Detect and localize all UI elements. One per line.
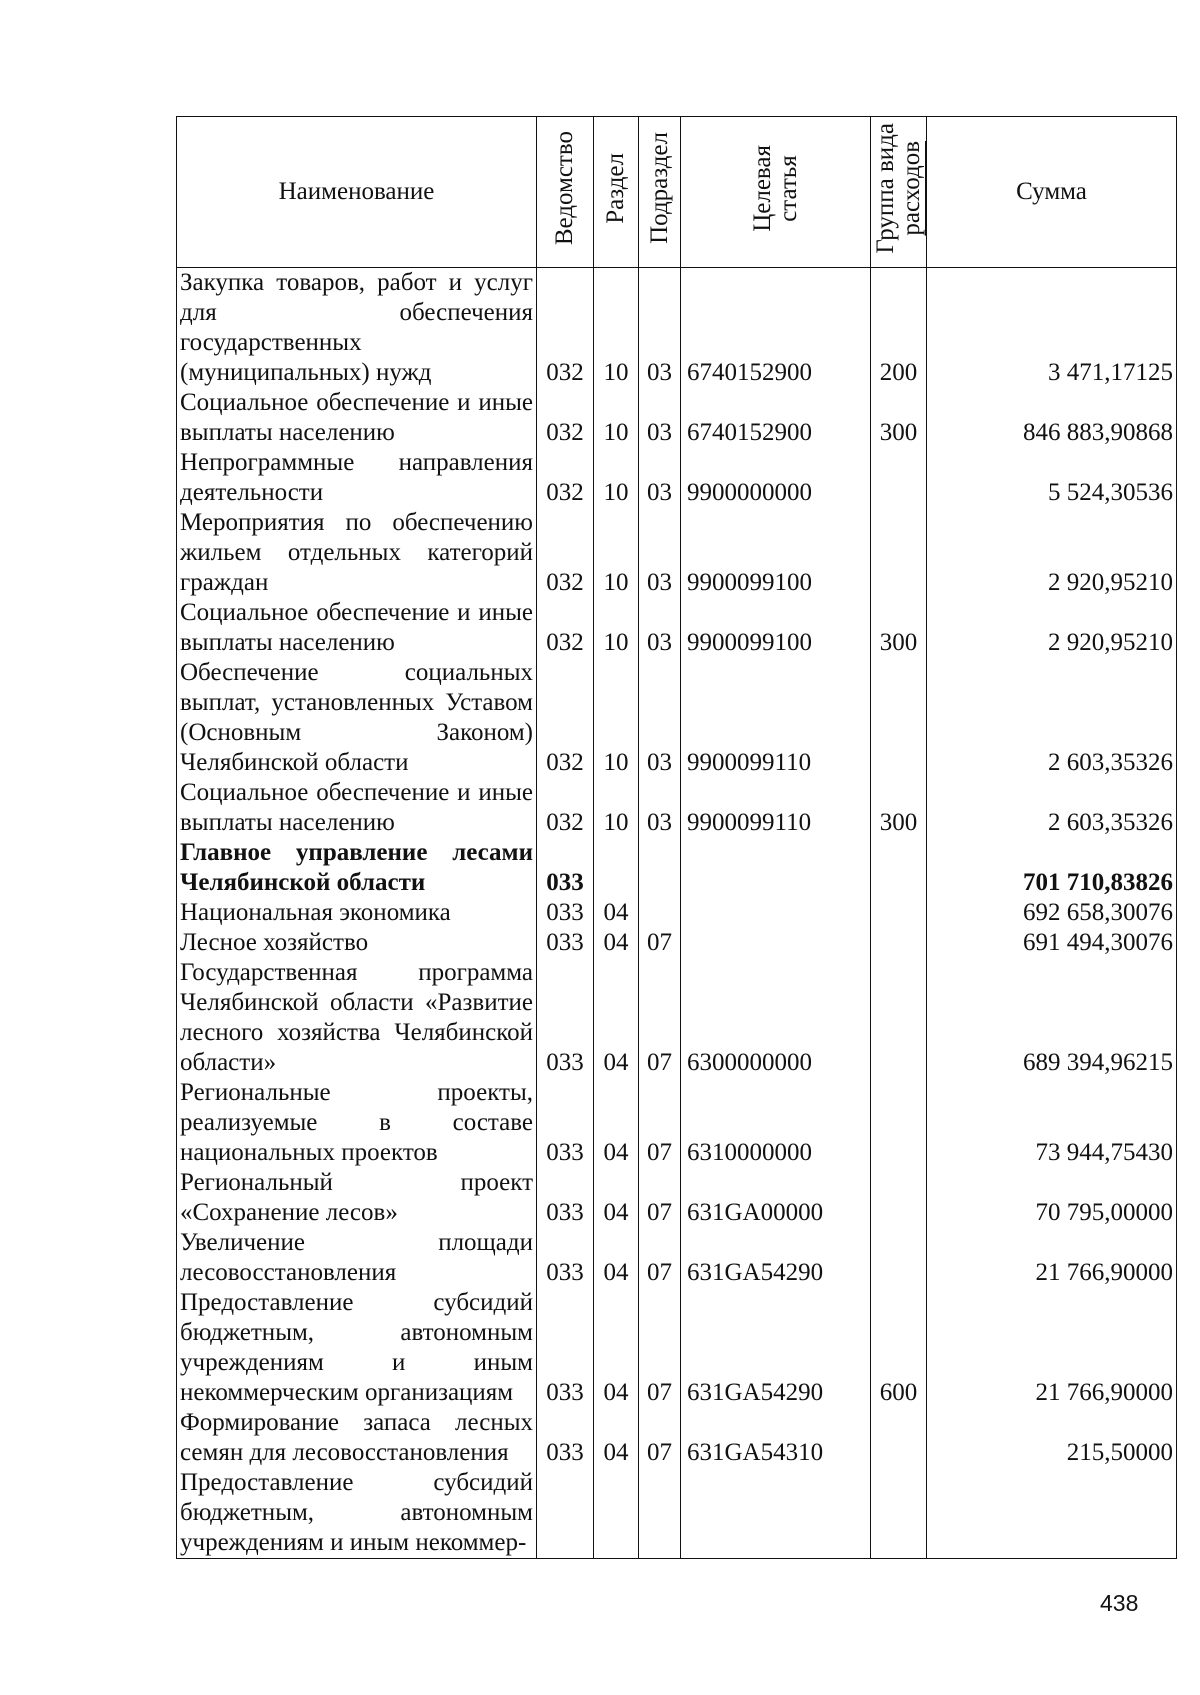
cell-summa: 701 710,83826 <box>927 838 1177 898</box>
cell-gruppa-vida <box>871 898 927 928</box>
cell-razdel: 10 <box>594 778 639 838</box>
cell-summa <box>927 1468 1177 1559</box>
cell-summa: 2 920,95210 <box>927 508 1177 598</box>
cell-summa: 2 920,95210 <box>927 598 1177 658</box>
table-row <box>177 1228 1177 1288</box>
cell-gruppa-vida <box>871 508 927 598</box>
cell-name: Закупка товаров, работ и услуг для обеспечения государственных (муниципальных) нужд <box>177 268 537 389</box>
cell-name: Увеличение площади лесовосстановления <box>177 1228 537 1288</box>
cell-vedomstvo: 033 <box>537 1288 594 1408</box>
cell-name: Главное управление лесами Челябинской области <box>177 838 537 898</box>
cell-celevaya-statya: 6300000000 <box>681 958 871 1078</box>
cell-podrazdel: 07 <box>639 1168 681 1228</box>
cell-podrazdel <box>639 898 681 928</box>
cell-gruppa-vida: 300 <box>871 388 927 448</box>
cell-name: Формирование запаса лесных семян для лесовосстановления <box>177 1408 537 1468</box>
cell-podrazdel: 03 <box>639 448 681 508</box>
cell-podrazdel: 03 <box>639 658 681 778</box>
cell-summa: 21 766,90000 <box>927 1288 1177 1408</box>
cell-name: Лесное хозяйство <box>177 928 537 958</box>
table-row <box>177 388 1177 448</box>
cell-gruppa-vida <box>871 1468 927 1559</box>
cell-summa: 2 603,35326 <box>927 658 1177 778</box>
table-row <box>177 1468 1177 1559</box>
cell-razdel <box>594 1468 639 1559</box>
cell-vedomstvo: 033 <box>537 958 594 1078</box>
cell-vedomstvo: 032 <box>537 598 594 658</box>
cell-podrazdel: 07 <box>639 1078 681 1168</box>
cell-celevaya-statya: 9900099110 <box>681 778 871 838</box>
header-celevaya-line2: статья <box>774 154 802 222</box>
cell-vedomstvo: 033 <box>537 928 594 958</box>
cell-razdel: 04 <box>594 958 639 1078</box>
cell-name: Региональные проекты, реализуемые в составе национальных проектов <box>177 1078 537 1168</box>
cell-summa: 70 795,00000 <box>927 1168 1177 1228</box>
cell-gruppa-vida: 600 <box>871 1288 927 1408</box>
cell-name: Предоставление субсидий бюджетным, автономным учреждениям и иным некоммерческим организациям <box>177 1288 537 1408</box>
cell-razdel: 04 <box>594 928 639 958</box>
cell-summa: 689 394,96215 <box>927 958 1177 1078</box>
cell-gruppa-vida: 300 <box>871 598 927 658</box>
header-gruppa-line1: Группа вида <box>871 122 899 254</box>
header-razdel <box>594 117 639 268</box>
cell-summa: 215,50000 <box>927 1408 1177 1468</box>
cell-podrazdel: 07 <box>639 1288 681 1408</box>
cell-name: Непрограммные направления деятельности <box>177 448 537 508</box>
cell-name: Государственная программа Челябинской области «Развитие лесного хозяйства Челябинской области» <box>177 958 537 1078</box>
header-gruppa-line2: расходов <box>897 140 925 236</box>
header-name: Наименование <box>177 117 537 268</box>
header-podrazdel <box>639 117 681 268</box>
cell-vedomstvo: 032 <box>537 448 594 508</box>
cell-razdel: 04 <box>594 1408 639 1468</box>
cell-razdel: 10 <box>594 508 639 598</box>
table-row <box>177 268 1177 389</box>
cell-podrazdel: 03 <box>639 268 681 389</box>
header-vedomstvo-label: Ведомство <box>551 130 578 246</box>
cell-gruppa-vida <box>871 1228 927 1288</box>
cell-gruppa-vida <box>871 928 927 958</box>
cell-summa: 692 658,30076 <box>927 898 1177 928</box>
header-summa: Сумма <box>927 117 1177 268</box>
cell-vedomstvo: 033 <box>537 1228 594 1288</box>
cell-vedomstvo: 033 <box>537 1168 594 1228</box>
cell-name: Предоставление субсидий бюджетным, автономным учреждениям и иным некоммер- <box>177 1468 537 1559</box>
budget-table <box>176 116 1177 1559</box>
table-row <box>177 1288 1177 1408</box>
cell-celevaya-statya: 9900000000 <box>681 448 871 508</box>
cell-celevaya-statya <box>681 838 871 898</box>
table-row <box>177 1408 1177 1468</box>
cell-vedomstvo <box>537 1468 594 1559</box>
cell-gruppa-vida <box>871 958 927 1078</box>
cell-celevaya-statya: 6740152900 <box>681 388 871 448</box>
table-row <box>177 898 1177 928</box>
cell-celevaya-statya <box>681 898 871 928</box>
cell-name: Национальная экономика <box>177 898 537 928</box>
table-row <box>177 598 1177 658</box>
cell-celevaya-statya: 6310000000 <box>681 1078 871 1168</box>
cell-gruppa-vida: 300 <box>871 778 927 838</box>
table-row <box>177 928 1177 958</box>
header-celevaya-line1: Целевая <box>748 144 776 232</box>
cell-gruppa-vida <box>871 1168 927 1228</box>
cell-summa: 73 944,75430 <box>927 1078 1177 1168</box>
cell-razdel: 04 <box>594 1288 639 1408</box>
cell-razdel: 10 <box>594 658 639 778</box>
cell-celevaya-statya: 631GA54310 <box>681 1408 871 1468</box>
cell-razdel: 10 <box>594 448 639 508</box>
table-row <box>177 838 1177 898</box>
cell-celevaya-statya: 6740152900 <box>681 268 871 389</box>
table-row <box>177 1168 1177 1228</box>
cell-gruppa-vida <box>871 1078 927 1168</box>
cell-razdel: 10 <box>594 268 639 389</box>
table-row <box>177 448 1177 508</box>
cell-vedomstvo: 032 <box>537 658 594 778</box>
cell-name: Региональный проект «Сохранение лесов» <box>177 1168 537 1228</box>
cell-podrazdel: 07 <box>639 1408 681 1468</box>
cell-name: Обеспечение социальных выплат, установленных Уставом (Основным Законом) Челябинской области <box>177 658 537 778</box>
cell-celevaya-statya: 9900099100 <box>681 598 871 658</box>
header-celevaya-statya <box>681 117 871 268</box>
cell-summa: 2 603,35326 <box>927 778 1177 838</box>
cell-vedomstvo: 033 <box>537 898 594 928</box>
cell-razdel: 04 <box>594 898 639 928</box>
table-row <box>177 958 1177 1078</box>
cell-podrazdel: 03 <box>639 598 681 658</box>
cell-podrazdel: 03 <box>639 778 681 838</box>
cell-razdel <box>594 838 639 898</box>
cell-name: Мероприятия по обеспечению жильем отдельных категорий граждан <box>177 508 537 598</box>
cell-razdel: 10 <box>594 388 639 448</box>
header-gruppa-vida <box>871 117 927 268</box>
cell-name: Социальное обеспечение и иные выплаты населению <box>177 598 537 658</box>
cell-vedomstvo: 032 <box>537 508 594 598</box>
cell-razdel: 04 <box>594 1168 639 1228</box>
cell-celevaya-statya <box>681 1468 871 1559</box>
cell-summa: 846 883,90868 <box>927 388 1177 448</box>
table-row <box>177 508 1177 598</box>
cell-vedomstvo: 033 <box>537 1408 594 1468</box>
cell-gruppa-vida <box>871 838 927 898</box>
cell-summa: 3 471,17125 <box>927 268 1177 389</box>
header-razdel-label: Раздел <box>602 152 629 224</box>
cell-razdel: 04 <box>594 1078 639 1168</box>
cell-celevaya-statya: 631GA00000 <box>681 1168 871 1228</box>
table-row <box>177 778 1177 838</box>
cell-name: Социальное обеспечение и иные выплаты населению <box>177 388 537 448</box>
cell-podrazdel <box>639 1468 681 1559</box>
table-body <box>177 268 1177 1559</box>
cell-podrazdel: 07 <box>639 958 681 1078</box>
cell-celevaya-statya: 631GA54290 <box>681 1228 871 1288</box>
cell-celevaya-statya: 631GA54290 <box>681 1288 871 1408</box>
cell-gruppa-vida <box>871 658 927 778</box>
cell-vedomstvo: 033 <box>537 1078 594 1168</box>
cell-summa: 5 524,30536 <box>927 448 1177 508</box>
cell-vedomstvo: 033 <box>537 838 594 898</box>
cell-celevaya-statya <box>681 928 871 958</box>
cell-celevaya-statya: 9900099110 <box>681 658 871 778</box>
table-row <box>177 658 1177 778</box>
cell-name: Социальное обеспечение и иные выплаты населению <box>177 778 537 838</box>
cell-summa: 691 494,30076 <box>927 928 1177 958</box>
header-podrazdel-label: Подраздел <box>645 132 673 244</box>
cell-vedomstvo: 032 <box>537 388 594 448</box>
header-vedomstvo <box>537 117 594 268</box>
cell-podrazdel: 03 <box>639 508 681 598</box>
cell-podrazdel: 07 <box>639 928 681 958</box>
cell-gruppa-vida: 200 <box>871 268 927 389</box>
cell-summa: 21 766,90000 <box>927 1228 1177 1288</box>
cell-podrazdel <box>639 838 681 898</box>
cell-razdel: 04 <box>594 1228 639 1288</box>
cell-vedomstvo: 032 <box>537 268 594 389</box>
cell-gruppa-vida <box>871 1408 927 1468</box>
header-row <box>177 117 1177 268</box>
cell-celevaya-statya: 9900099100 <box>681 508 871 598</box>
cell-podrazdel: 03 <box>639 388 681 448</box>
cell-vedomstvo: 032 <box>537 778 594 838</box>
page-number: 438 <box>1100 1590 1139 1616</box>
cell-razdel: 10 <box>594 598 639 658</box>
cell-gruppa-vida <box>871 448 927 508</box>
table-row <box>177 1078 1177 1168</box>
cell-podrazdel: 07 <box>639 1228 681 1288</box>
